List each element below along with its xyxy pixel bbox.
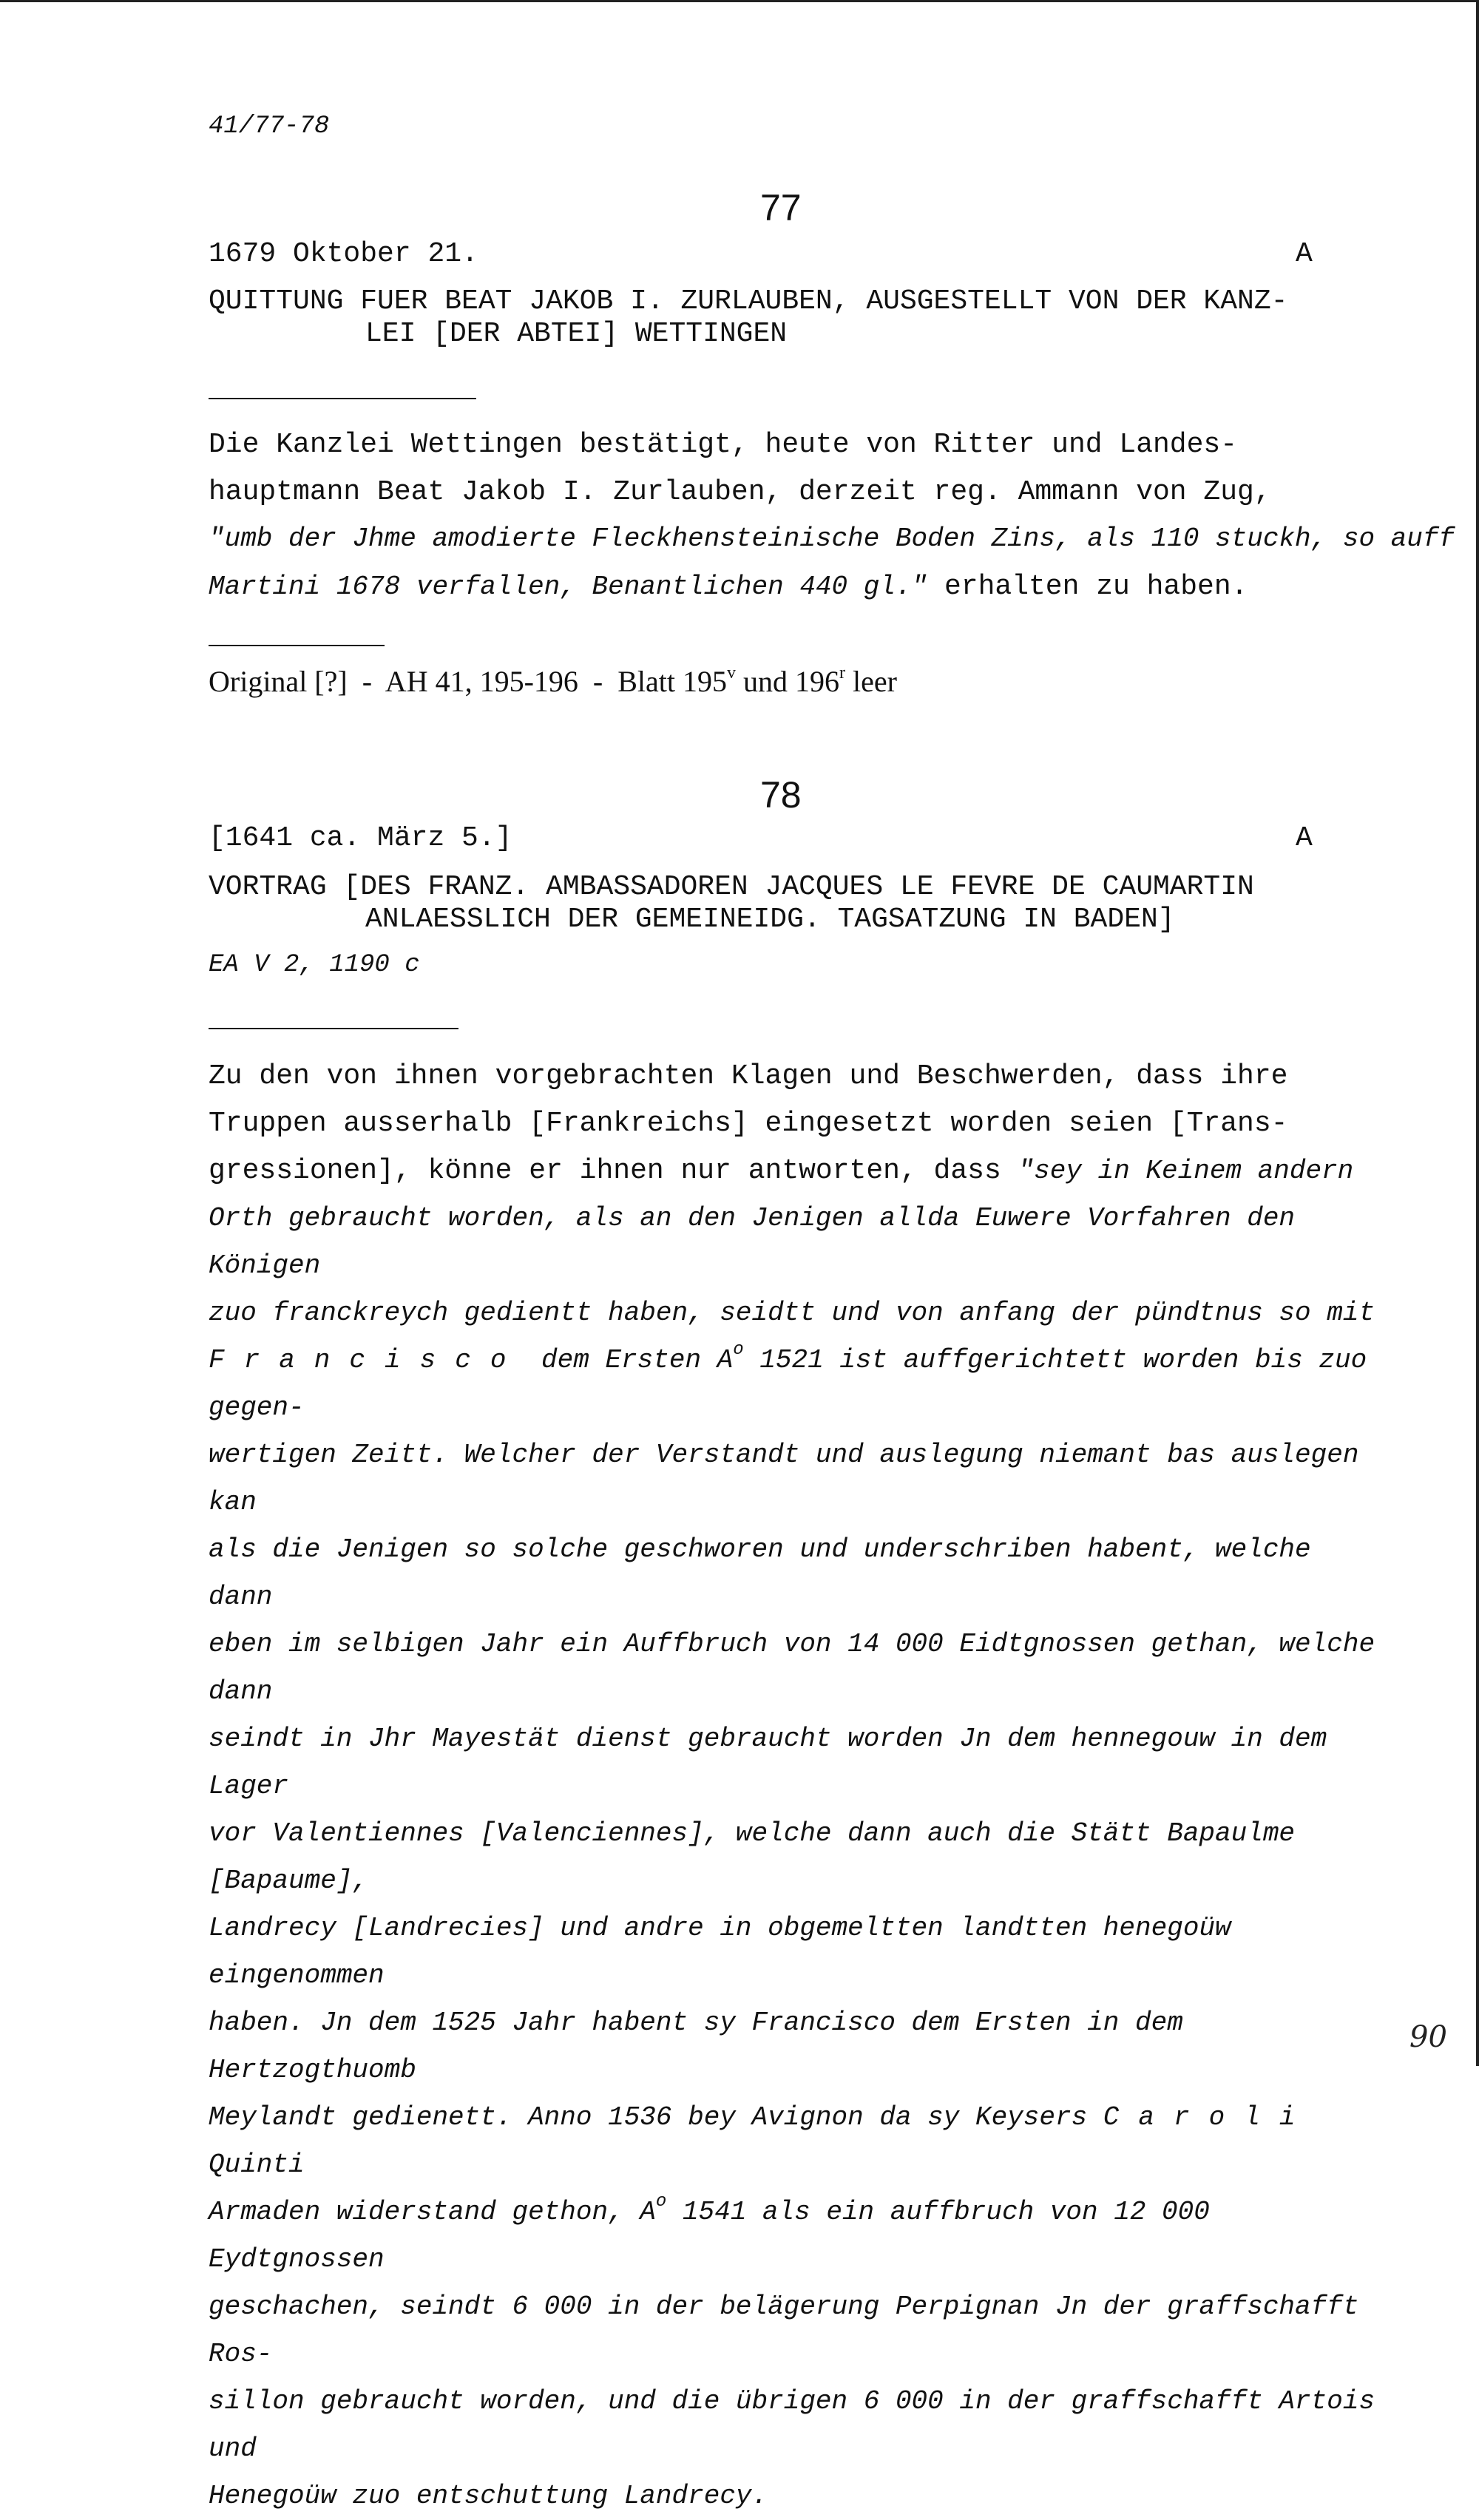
doc77-number: 77 bbox=[760, 187, 802, 228]
doc78-title-line1: VORTRAG [DES FRANZ. AMBASSADOREN JACQUES LE FEVRE DE CAUMARTIN bbox=[209, 871, 1254, 903]
doc78-line bbox=[209, 1337, 1384, 1432]
doc77-body-line2: hauptmann Beat Jakob I. Zurlauben, derzeit reg. Ammann von Zug, bbox=[209, 476, 1271, 508]
doc78-line15-a: Armaden widerstand gethon, A bbox=[209, 2197, 656, 2227]
doc78-line: geschachen, seindt 6 000 in der belägerung Perpignan Jn der graffschafft Ros- bbox=[209, 2292, 1359, 2369]
doc77-quote-end: Martini 1678 verfallen, Benantlichen 440 gl." bbox=[209, 572, 928, 602]
doc78-line6-a: dem Ersten A bbox=[525, 1345, 734, 1375]
caroli-spaced: Caroli bbox=[1103, 2102, 1315, 2133]
doc78-line: vor Valentiennes [Valenciennes], welche dann auch die Stätt Bapaulme [Bapaume], bbox=[209, 1818, 1296, 1896]
doc78-reference: EA V 2, 1190 c bbox=[209, 951, 420, 979]
doc77-date: 1679 Oktober 21. bbox=[209, 238, 478, 270]
francisco-spaced: Francisco bbox=[209, 1345, 526, 1375]
separator-rule bbox=[209, 1028, 458, 1029]
header-reference: 41/77-78 bbox=[209, 112, 330, 140]
doc78-line: eben im selbigen Jahr ein Auffbruch von 14 000 Eidtgnossen gethan, welche dann bbox=[209, 1629, 1375, 1707]
scan-border-top bbox=[0, 0, 1479, 2]
doc78-line: Henegoüw zuo entschuttung Landrecy. bbox=[209, 2481, 768, 2511]
doc77-source bbox=[209, 664, 897, 699]
doc78-line bbox=[209, 2189, 1384, 2283]
separator-rule bbox=[209, 398, 476, 399]
doc77-source-sup1: v bbox=[727, 663, 736, 682]
doc77-source-b: und 196 bbox=[736, 665, 839, 698]
doc77-title-line1: QUITTUNG FUER BEAT JAKOB I. ZURLAUBEN, AUSGESTELLT VON DER KANZ- bbox=[209, 285, 1288, 317]
doc77-body-line4 bbox=[209, 571, 1248, 603]
doc78-line bbox=[209, 1148, 1384, 1195]
doc78-title-line2: ANLAESSLICH DER GEMEINEIDG. TAGSATZUNG IN BADEN] bbox=[365, 904, 1175, 935]
doc77-body-end: erhalten zu haben. bbox=[927, 571, 1248, 603]
doc78-date: [1641 ca. März 5.] bbox=[209, 822, 512, 854]
scan-border-right bbox=[1476, 0, 1479, 2066]
doc78-line6-b: 1521 ist auffgerichtett worden bis zuo gegen- bbox=[209, 1345, 1367, 1423]
doc78-line: wertigen Zeitt. Welcher der Verstandt und auslegung niemant bas auslegen kan bbox=[209, 1440, 1359, 1517]
doc78-line14-b: Quinti bbox=[209, 2150, 305, 2180]
doc78-line3-normal: gressionen], könne er ihnen nur antworten, dass bbox=[209, 1155, 1018, 1187]
doc78-line3-italic: "sey in Keinem andern bbox=[1018, 1156, 1354, 1186]
doc77-source-a: Original [?] - AH 41, 195-196 - Blatt 195 bbox=[209, 665, 727, 698]
doc78-line15-sup: o bbox=[655, 2192, 667, 2212]
doc78-number: 78 bbox=[760, 774, 802, 816]
doc78-line: sillon gebraucht worden, und die übrigen 6 000 in der graffschafft Artois und bbox=[209, 2386, 1375, 2464]
doc78-line: Zu den von ihnen vorgebrachten Klagen und Beschwerden, dass ihre bbox=[209, 1060, 1288, 1092]
doc78-line: als die Jenigen so solche geschworen und underschriben habent, welche dann bbox=[209, 1534, 1311, 1612]
doc78-line: Truppen ausserhalb [Frankreichs] eingesetzt worden seien [Trans- bbox=[209, 1108, 1288, 1139]
doc77-source-sup2: r bbox=[839, 663, 845, 682]
doc77-letter: A bbox=[1296, 238, 1313, 270]
doc78-body bbox=[209, 1053, 1384, 2520]
doc78-line14-a: Meylandt gedienett. Anno 1536 bey Avignon da sy Keysers bbox=[209, 2102, 1103, 2133]
doc78-line: seindt in Jhr Mayestät dienst gebraucht worden Jn dem hennegouw in dem Lager bbox=[209, 1724, 1327, 1801]
doc77-title-line2: LEI [DER ABTEI] WETTINGEN bbox=[365, 318, 788, 350]
doc78-line: haben. Jn dem 1525 Jahr habent sy Francisco dem Ersten in dem Hertzogthuomb bbox=[209, 2008, 1183, 2085]
doc77-source-c: leer bbox=[845, 665, 897, 698]
doc77-body-line1: Die Kanzlei Wettingen bestätigt, heute von Ritter und Landes- bbox=[209, 429, 1238, 461]
separator-rule bbox=[209, 645, 385, 646]
doc78-line: Orth gebraucht worden, als an den Jenigen allda Euwere Vorfahren den Königen bbox=[209, 1203, 1296, 1281]
doc78-line6-sup: o bbox=[733, 1340, 744, 1360]
doc77-body-line3: "umb der Jhme amodierte Fleckhensteinische Boden Zins, als 110 stuckh, so auff bbox=[209, 524, 1455, 554]
doc78-line: zuo franckreych gedientt haben, seidtt und von anfang der pündtnus so mit bbox=[209, 1298, 1375, 1328]
doc78-line: Landrecy [Landrecies] und andre in obgemeltten landtten henegoüw eingenommen bbox=[209, 1913, 1231, 1991]
doc78-line bbox=[209, 2094, 1384, 2189]
handwritten-page-mark: 90 bbox=[1409, 2020, 1447, 2054]
doc78-letter: A bbox=[1296, 822, 1313, 854]
doc78-line15-b: 1541 als ein auffbruch von 12 000 Eydtgnossen bbox=[209, 2197, 1210, 2275]
